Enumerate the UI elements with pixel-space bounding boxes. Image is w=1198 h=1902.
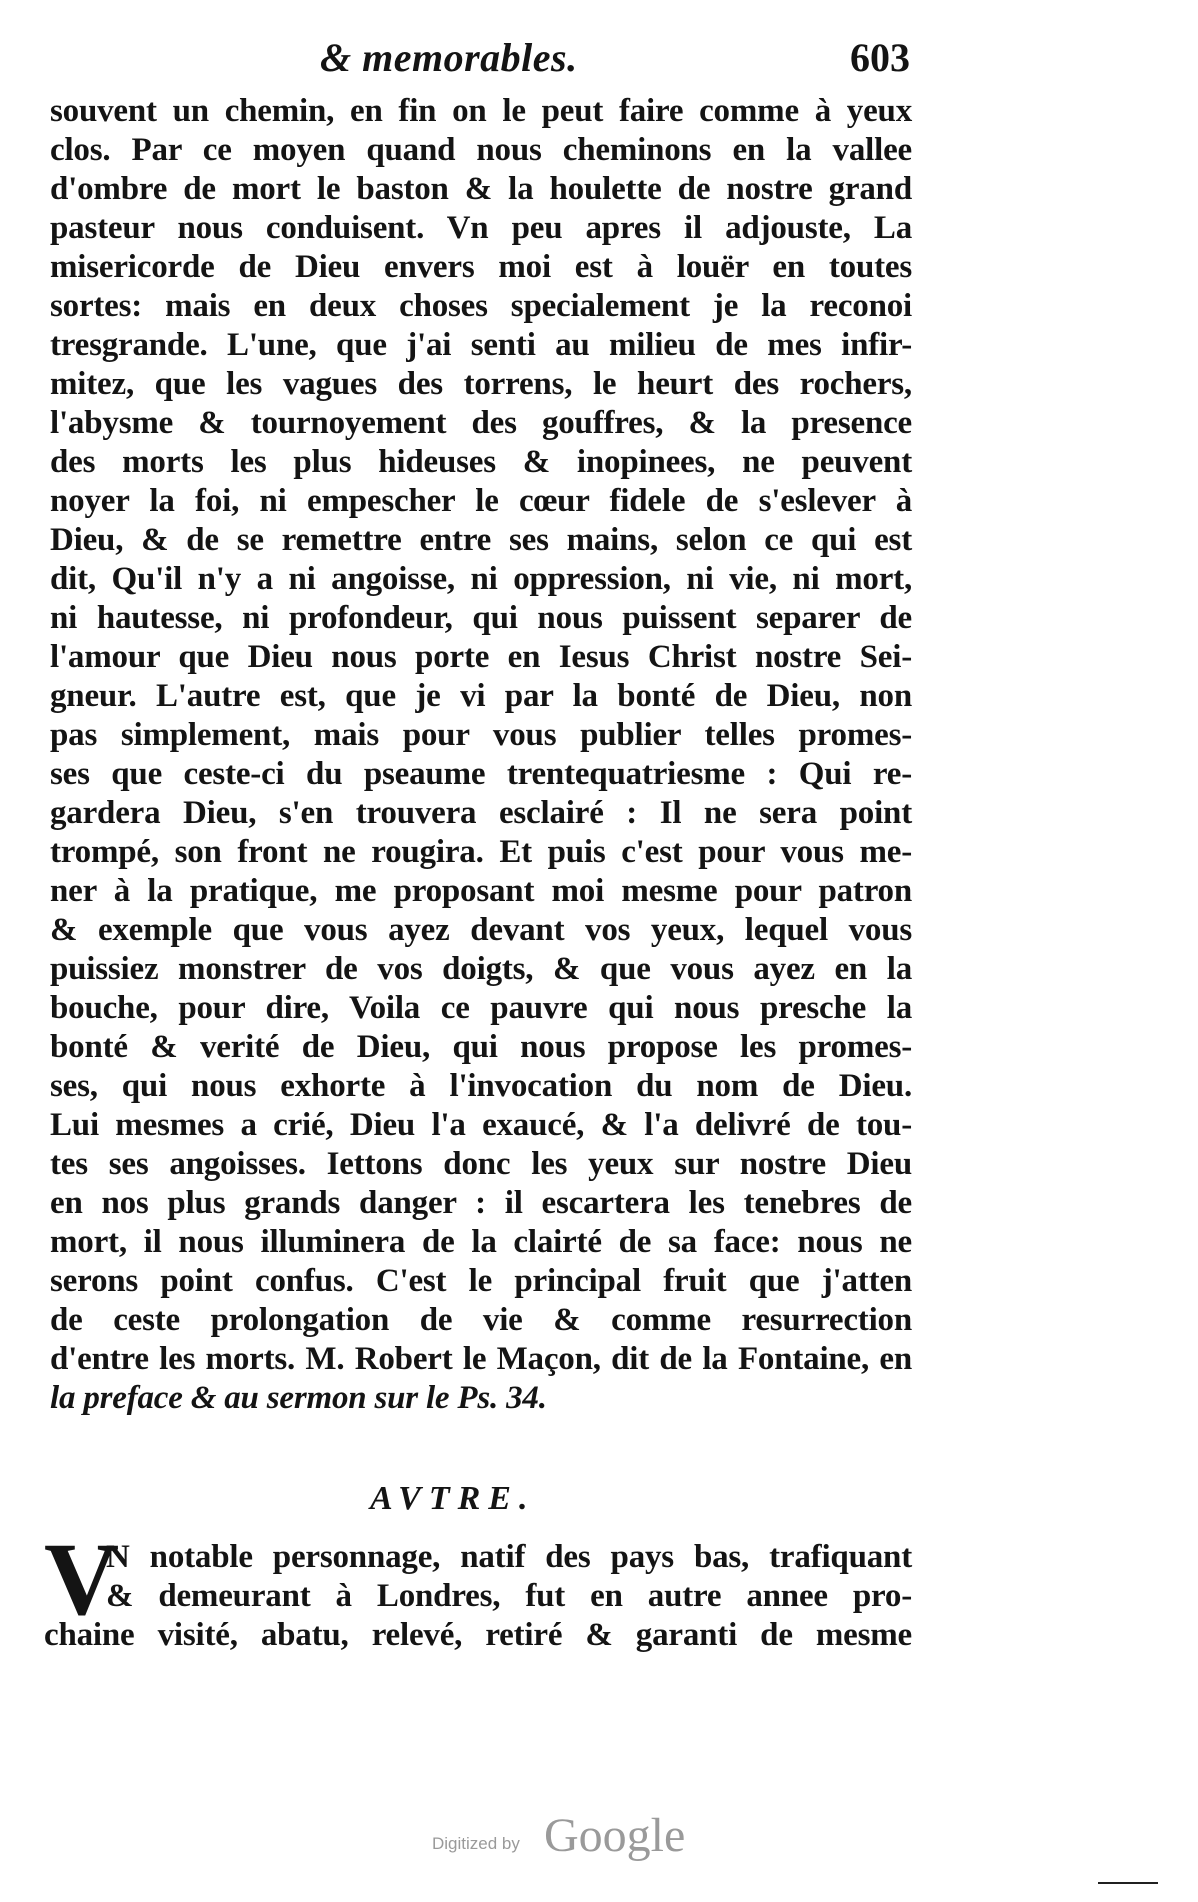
text-line: tresgrande. L'une, que j'ai senti au milieu de mes infir- [50,327,912,363]
text-line: souvent un chemin, en fin on le peut faire comme à yeux [50,93,912,129]
text-line: sortes: mais en deux choses specialement je la reconoi [50,288,912,324]
text-line: N notable personnage, natif des pays bas, trafiquant [106,1539,912,1575]
text-line: d'entre les morts. M. Robert le Maçon, dit de la Fontaine, en [50,1341,912,1377]
text-line: tes ses angoisses. Iettons donc les yeux sur nostre Dieu [50,1146,912,1182]
text-line: & exemple que vous ayez devant vos yeux, lequel vous [50,912,912,948]
page-number: 603 [850,35,910,80]
body-text [50,92,912,1418]
text-line: dit, Qu'il n'y a ni angoisse, ni oppression, ni vie, ni mort, [50,561,912,597]
text-line: Lui mesmes a crié, Dieu l'a exaucé, & l'a delivré de tou- [50,1107,912,1143]
bottom-rule [1098,1882,1158,1884]
running-title: & memorables. [320,35,578,80]
text-line: l'abysme & tournoyement des gouffres, & la presence [50,405,912,441]
digitized-by-label: Digitized by [432,1834,520,1853]
text-line: des morts les plus hideuses & inopinees, ne peuvent [50,444,912,480]
text-line: de ceste prolongation de vie & comme resurrection [50,1302,912,1338]
text-line: gneur. L'autre est, que je vi par la bonté de Dieu, non [50,678,912,714]
text-line: noyer la foi, ni empescher le cœur fidele de s'eslever à [50,483,912,519]
text-line: d'ombre de mort le baston & la houlette de nostre grand [50,171,912,207]
text-line: ses, qui nous exhorte à l'invocation du nom de Dieu. [50,1068,912,1104]
text-line: trompé, son front ne rougira. Et puis c'est pour vous me- [50,834,912,870]
text-line: ner à la pratique, me proposant moi mesme pour patron [50,873,912,909]
text-line: Dieu, & de se remettre entre ses mains, selon ce qui est [50,522,912,558]
text-line: ni hautesse, ni profondeur, qui nous puissent separer de [50,600,912,636]
running-head [290,34,930,84]
text-line: en nos plus grands danger : il escartera les tenebres de [50,1185,912,1221]
text-line: clos. Par ce moyen quand nous cheminons en la vallee [50,132,912,168]
text-line: gardera Dieu, s'en trouvera esclairé : Il ne sera point [50,795,912,831]
text-line: bonté & verité de Dieu, qui nous propose les promes- [50,1029,912,1065]
section-heading: AVTRE. [370,1480,536,1517]
text-line: mitez, que les vagues des torrens, le heurt des rochers, [50,366,912,402]
text-line: chaine visité, abatu, relevé, retiré & garanti de mesme [44,1617,912,1653]
text-line: pasteur nous conduisent. Vn peu apres il adjouste, La [50,210,912,246]
text-line: l'amour que Dieu nous porte en Iesus Christ nostre Sei- [50,639,912,675]
text-line: & demeurant à Londres, fut en autre annee pro- [106,1578,912,1614]
text-line: misericorde de Dieu envers moi est à louër en toutes [50,249,912,285]
text-line: bouche, pour dire, Voila ce pauvre qui nous presche la [50,990,912,1026]
text-line: pas simplement, mais pour vous publier telles promes- [50,717,912,753]
text-line: ses que ceste-ci du pseaume trentequatriesme : Qui re- [50,756,912,792]
citation-line: la preface & au sermon sur le Ps. 34. [50,1380,547,1416]
section-body [44,1522,912,1655]
drop-cap: V [44,1522,120,1637]
text-line: puissiez monstrer de vos doigts, & que vous ayez en la [50,951,912,987]
text-line: mort, il nous illuminera de la clairté de sa face: nous ne [50,1224,912,1260]
text-line: serons point confus. C'est le principal fruit que j'atten [50,1263,912,1299]
google-logo: Google [544,1809,686,1862]
